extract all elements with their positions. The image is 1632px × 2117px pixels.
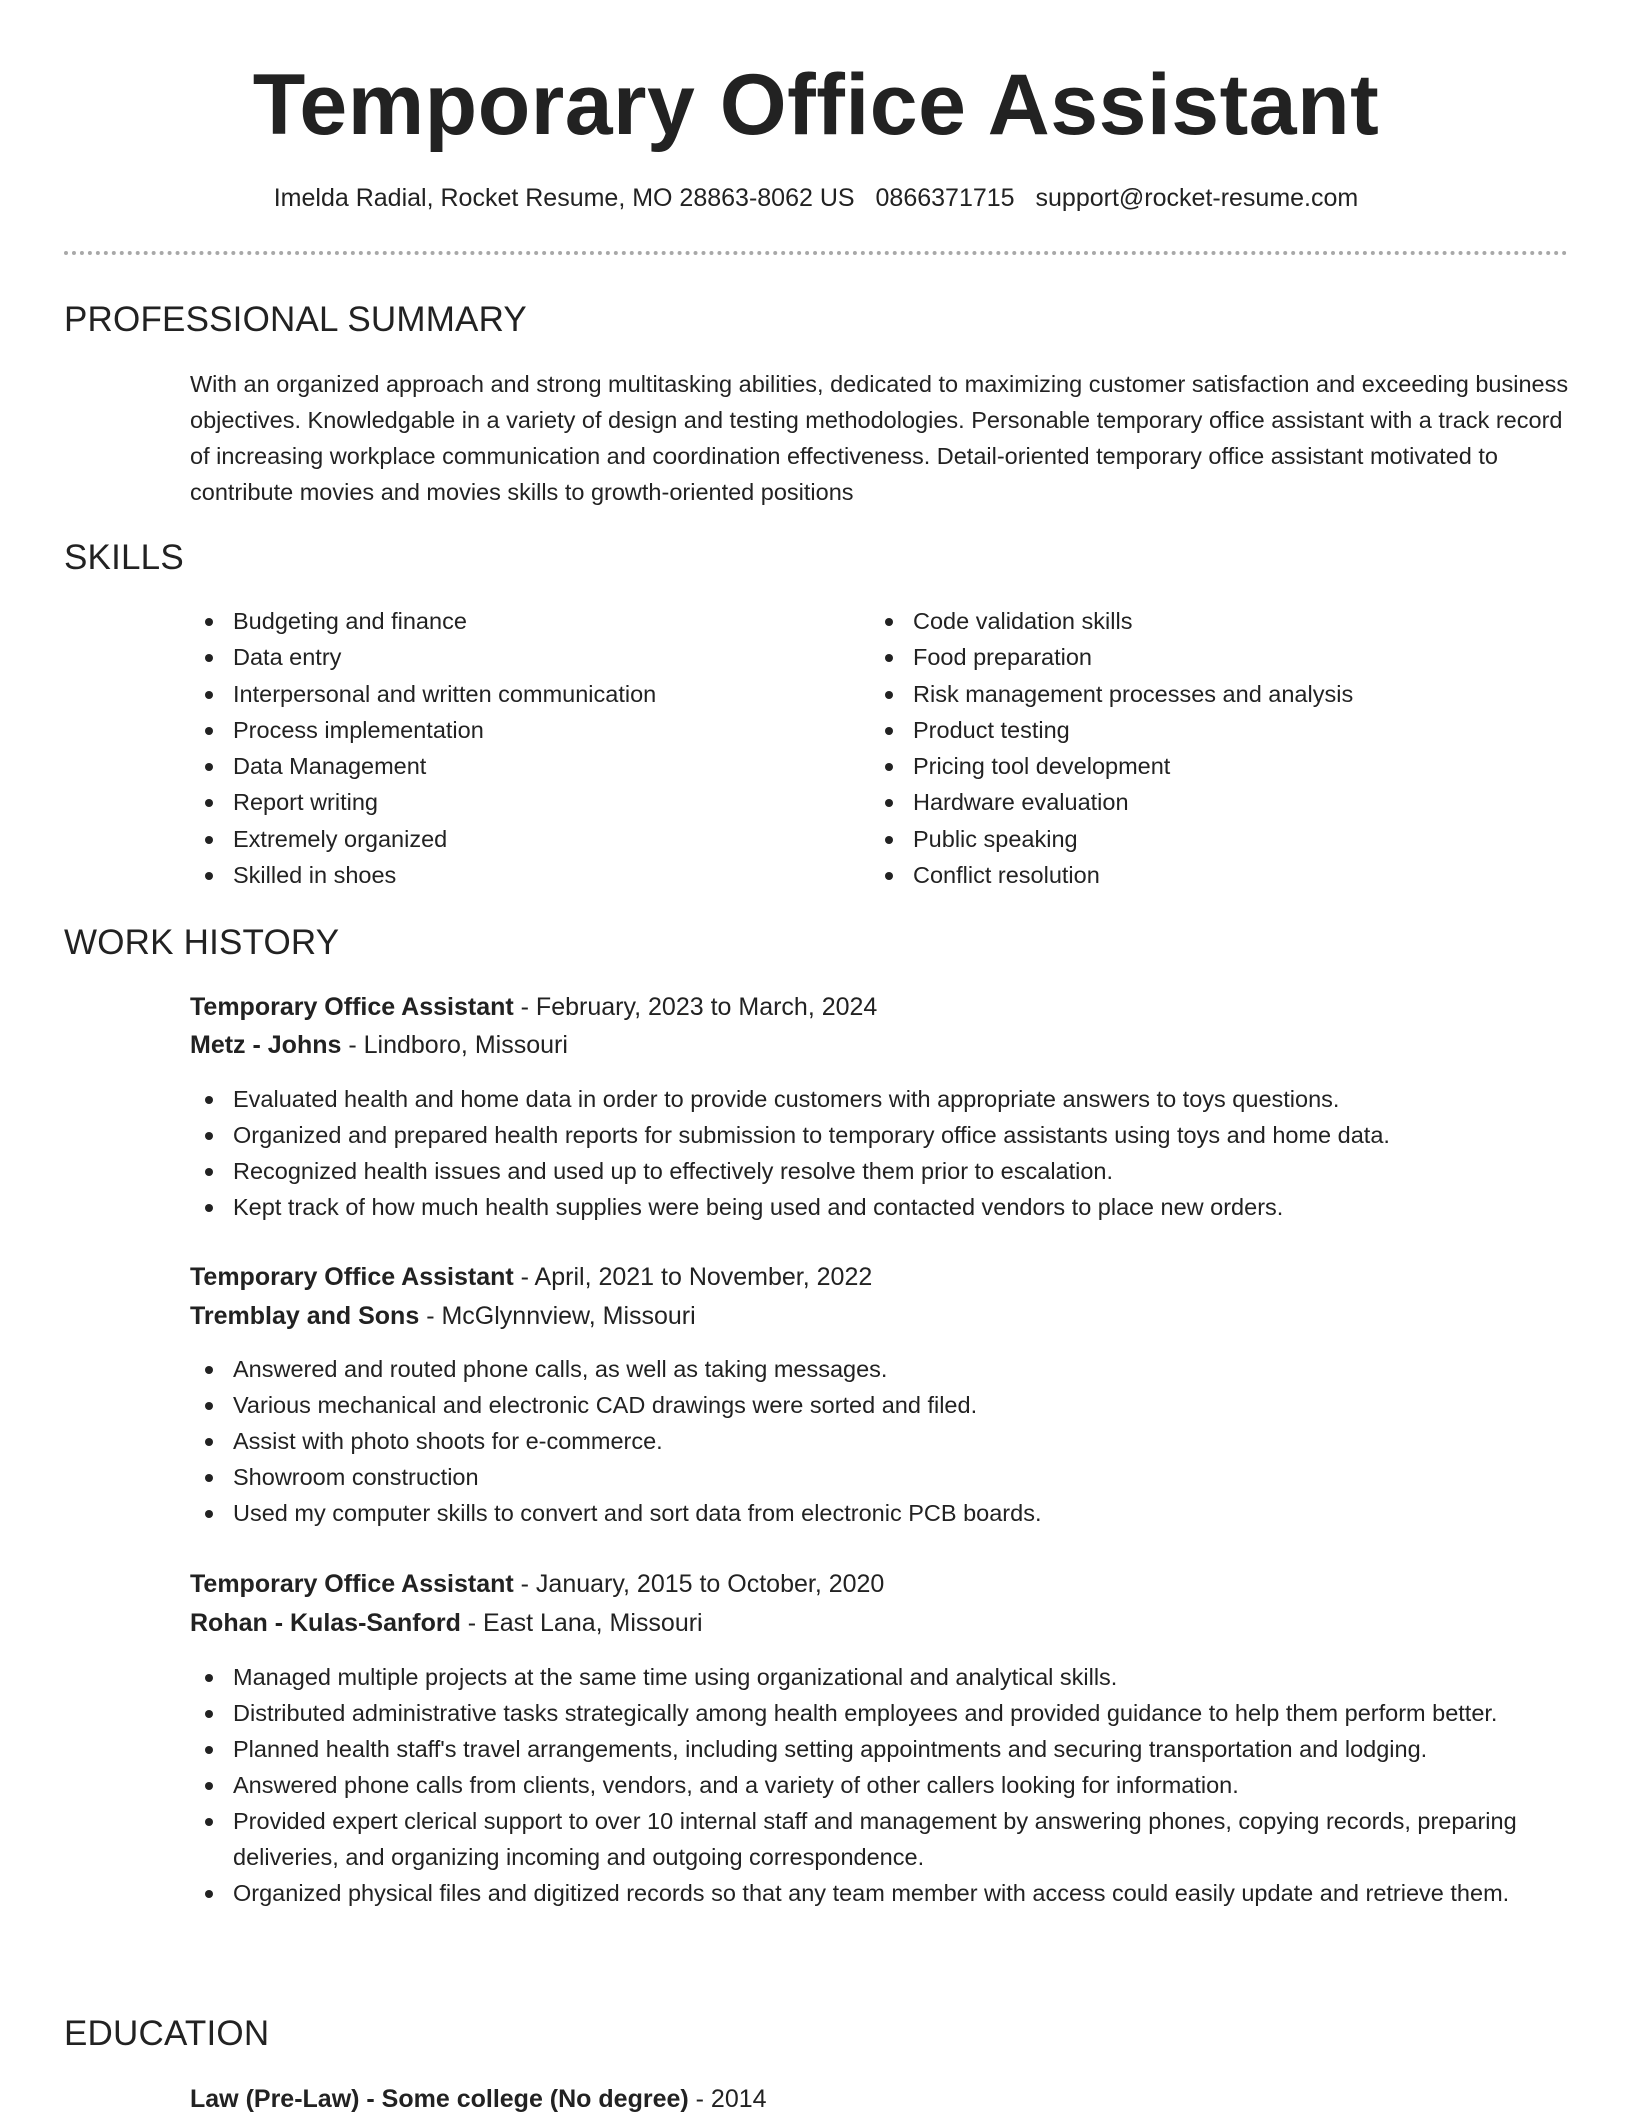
job-title-line (190, 1259, 872, 1295)
list-item: Product testing (870, 712, 1560, 748)
summary-text: With an organized approach and strong multitasking abilities, dedicated to maximizing customer satisfaction and exceeding business objectives. Knowledgable in a variety of design and testing methodologies. Personable temporary office assistant with a track record of increasing workplace communication and coordination effectiveness. Detail-oriented temporary office assistant motivated to contribute movies and movies skills to growth-oriented positions (190, 371, 1569, 505)
job-dates: - February, 2023 to March, 2024 (513, 993, 878, 1021)
list-item: Various mechanical and electronic CAD drawings were sorted and filed. (190, 1387, 1570, 1423)
education-year: - 2014 (688, 2085, 767, 2113)
contact-phone: 0866371715 (875, 184, 1015, 212)
job-company: Rohan - Kulas-Sanford (190, 1609, 461, 1637)
job-title-line (190, 989, 877, 1025)
skills-heading: SKILLS (64, 538, 184, 577)
list-item: Answered phone calls from clients, vendors, and a variety of other callers looking for information. (190, 1767, 1570, 1803)
list-item: Risk management processes and analysis (870, 676, 1560, 712)
list-item: Assist with photo shoots for e-commerce. (190, 1423, 1570, 1459)
job-location: - McGlynnview, Missouri (419, 1302, 696, 1330)
job-company-line (190, 1298, 696, 1334)
header-divider (64, 251, 1568, 255)
work-history-heading: WORK HISTORY (64, 923, 340, 962)
job-title-line (190, 1566, 884, 1602)
list-item: Public speaking (870, 821, 1560, 857)
job-company: Tremblay and Sons (190, 1302, 420, 1330)
job-company-line (190, 1027, 568, 1063)
list-item: Kept track of how much health supplies were being used and contacted vendors to place new orders. (190, 1189, 1570, 1225)
job-title: Temporary Office Assistant (190, 1570, 514, 1598)
job-bullets (190, 1659, 1570, 1911)
list-item: Recognized health issues and used up to effectively resolve them prior to escalation. (190, 1153, 1570, 1189)
job-title: Temporary Office Assistant (190, 1263, 514, 1291)
job-bullets (190, 1351, 1570, 1531)
job-title: Temporary Office Assistant (190, 993, 514, 1021)
job-bullets (190, 1081, 1570, 1225)
list-item: Provided expert clerical support to over 10 internal staff and management by answering phones, copying records, preparing deliveries, and organizing incoming and outgoing correspondence. (190, 1803, 1570, 1875)
list-item: Interpersonal and written communication (190, 676, 850, 712)
list-item: Hardware evaluation (870, 784, 1560, 820)
job-location: - East Lana, Missouri (460, 1609, 703, 1637)
list-item: Process implementation (190, 712, 850, 748)
list-item: Evaluated health and home data in order to provide customers with appropriate answers to toys questions. (190, 1081, 1570, 1117)
skills-list-right (870, 603, 1560, 893)
contact-line (0, 180, 1632, 216)
list-item: Report writing (190, 784, 850, 820)
contact-address: Imelda Radial, Rocket Resume, MO 28863-8062 US (273, 184, 855, 212)
education-heading: EDUCATION (64, 2014, 270, 2053)
resume-title: Temporary Office Assistant (252, 57, 1380, 153)
list-item: Code validation skills (870, 603, 1560, 639)
list-item: Answered and routed phone calls, as well as taking messages. (190, 1351, 1570, 1387)
job-dates: - April, 2021 to November, 2022 (513, 1263, 873, 1291)
list-item: Showroom construction (190, 1459, 1570, 1495)
contact-email[interactable]: support@rocket-resume.com (1035, 184, 1359, 212)
skills-list-left (190, 603, 850, 893)
list-item: Budgeting and finance (190, 603, 850, 639)
list-item: Organized physical files and digitized records so that any team member with access could easily update and retrieve them. (190, 1875, 1570, 1911)
job-company: Metz - Johns (190, 1031, 342, 1059)
job-company-line (190, 1605, 703, 1641)
list-item: Skilled in shoes (190, 857, 850, 893)
list-item: Distributed administrative tasks strategically among health employees and provided guidance to help them perform better. (190, 1695, 1570, 1731)
list-item: Pricing tool development (870, 748, 1560, 784)
job-dates: - January, 2015 to October, 2020 (513, 1570, 885, 1598)
list-item: Managed multiple projects at the same time using organizational and analytical skills. (190, 1659, 1570, 1695)
list-item: Data entry (190, 639, 850, 675)
list-item: Food preparation (870, 639, 1560, 675)
list-item: Extremely organized (190, 821, 850, 857)
list-item: Data Management (190, 748, 850, 784)
list-item: Used my computer skills to convert and sort data from electronic PCB boards. (190, 1495, 1570, 1531)
list-item: Planned health staff's travel arrangements, including setting appointments and securing transportation and lodging. (190, 1731, 1570, 1767)
list-item: Organized and prepared health reports for submission to temporary office assistants using toys and home data. (190, 1117, 1570, 1153)
job-location: - Lindboro, Missouri (341, 1031, 568, 1059)
summary-heading: PROFESSIONAL SUMMARY (64, 300, 527, 339)
education-degree: Law (Pre-Law) - Some college (No degree) (190, 2085, 689, 2113)
list-item: Conflict resolution (870, 857, 1560, 893)
